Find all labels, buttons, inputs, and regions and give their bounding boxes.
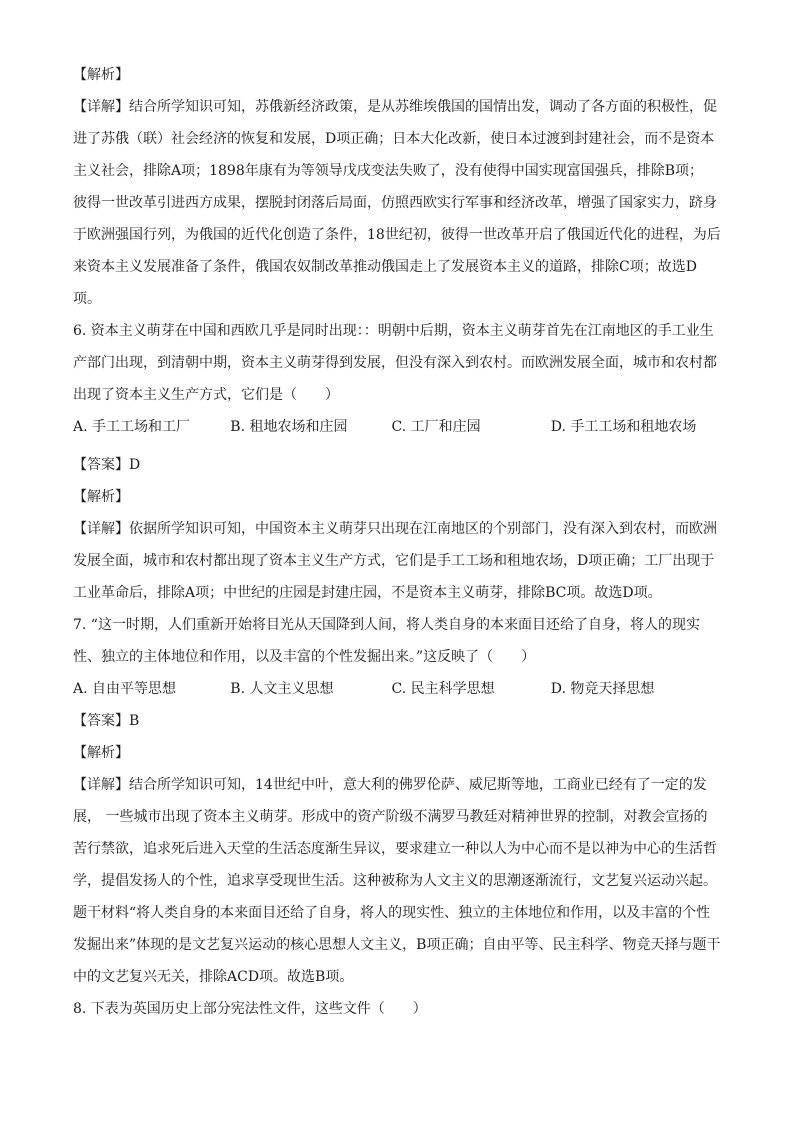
analysis-line: 苦行禁欲，追求死后进入天堂的生活态度渐生异议，要求建立一种以人为中心而不是以神为中心的生活哲 <box>73 841 717 857</box>
analysis-line: 学，提倡发扬人的个性，追求享受现世生活。这种被称为人文主义的思潮逐渐流行，文艺复兴运动兴起。 <box>73 873 717 889</box>
analysis-line: 发展全面，城市和农村都出现了资本主义生产方式，它们是手工工场和租地农场，D项正确；工厂出现于 <box>73 553 715 569</box>
analysis-tag: 【解析】 <box>73 489 129 505</box>
question-stem: 8. 下表为英国历史上部分宪法性文件，这些文件（ ） <box>73 1001 427 1017</box>
analysis-line: 展， 一些城市出现了资本主义萌芽。形成中的资产阶级不满罗马教廷对精神世界的控制，对教会宣扬的 <box>73 809 708 825</box>
question-stem: 产部门出现，到清朝中期，资本主义萌芽得到发展，但没有深入到农村。而欧洲发展全面，城市和农村都 <box>73 355 717 371</box>
q5-analysis <box>73 94 721 312</box>
analysis-line: 主义社会，排除A项；1898年康有为等领导戊戌变法失败了，没有使得中国实现富国强兵，排除B项； <box>73 163 704 179</box>
analysis-line: 【详解】结合所学知识可知，苏俄新经济政策，是从苏维埃俄国的国情出发，调动了各方面的积极性，促 <box>73 99 717 115</box>
question-8 <box>73 996 708 1022</box>
analysis-tag: 【解析】 <box>73 67 129 83</box>
question-6 <box>73 318 717 606</box>
option-d: D. 物竞天择思想 <box>550 681 655 697</box>
analysis-line: 题干材料“将人类自身的本来面目还给了自身，将人的现实性、独立的主体地位和作用，以及丰富的个性 <box>73 905 711 921</box>
option-c: C. 工厂和庄园 <box>391 419 481 435</box>
question-stem: 7. “这一时期，人们重新开始将目光从天国降到人间，将人类自身的本来面目还给了自身，将人的现实 <box>73 617 700 633</box>
question-options <box>73 676 708 702</box>
question-7 <box>73 612 721 990</box>
analysis-line: 来资本主义发展准备了条件，俄国农奴制改革推动俄国走上了发展资本主义的道路，排除C项；故选D <box>73 259 697 275</box>
option-d: D. 手工工场和租地农场 <box>550 419 697 435</box>
question-stem: 出现了资本主义生产方式，它们是（ ） <box>73 387 339 403</box>
analysis-line: 彼得一世改革引进西方成果，摆脱封闭落后局面，仿照西欧实行军事和经济改革，增强了国家实力，跻身 <box>73 195 717 211</box>
analysis-tag: 【解析】 <box>73 745 129 761</box>
option-a: A. 手工工场和工厂 <box>73 419 191 435</box>
option-b: B. 人文主义思想 <box>230 681 334 697</box>
analysis-line: 进了苏俄（联）社会经济的恢复和发展，D项正确；日本大化改新，使日本过渡到封建社会，而不是资本 <box>73 131 715 147</box>
question-stem: 6. 资本主义萌芽在中国和西欧几乎是同时出现：：明朝中后期，资本主义萌芽首先在江南地区的手工业生 <box>73 323 714 339</box>
analysis-line: 中的文艺复兴无关，排除ACD项。故选B项。 <box>73 969 354 985</box>
analysis-line: 【详解】依据所学知识可知，中国资本主义萌芽只出现在江南地区的个别部门，没有深入到农村，而欧洲 <box>73 521 717 537</box>
answer: 【答案】D <box>73 457 141 473</box>
option-b: B. 租地农场和庄园 <box>230 419 348 435</box>
question-options <box>73 414 708 440</box>
analysis-line: 于欧洲强国行列，为俄国的近代化创造了条件，18世纪初，彼得一世改革开启了俄国近代化的进程，为后 <box>73 227 721 243</box>
answer: 【答案】B <box>73 713 140 729</box>
analysis-line: 【详解】结合所学知识可知，14世纪中叶，意大利的佛罗伦萨、威尼斯等地，工商业已经有了一定的发 <box>73 777 707 793</box>
question-stem: 性、独立的主体地位和作用，以及丰富的个性发掘出来。”这反映了（ ） <box>73 649 536 665</box>
analysis-line: 工业革命后，排除A项；中世纪的庄园是封建庄园，不是资本主义萌芽，排除BC项。故选D项。 <box>73 585 662 601</box>
option-c: C. 民主科学思想 <box>391 681 495 697</box>
analysis-line: 项。 <box>73 291 101 307</box>
analysis-line: 发掘出来”体现的是文艺复兴运动的核心思想人文主义，B项正确；自由平等、民主科学、物竞天择与题干 <box>73 937 721 953</box>
option-a: A. 自由平等思想 <box>73 681 177 697</box>
